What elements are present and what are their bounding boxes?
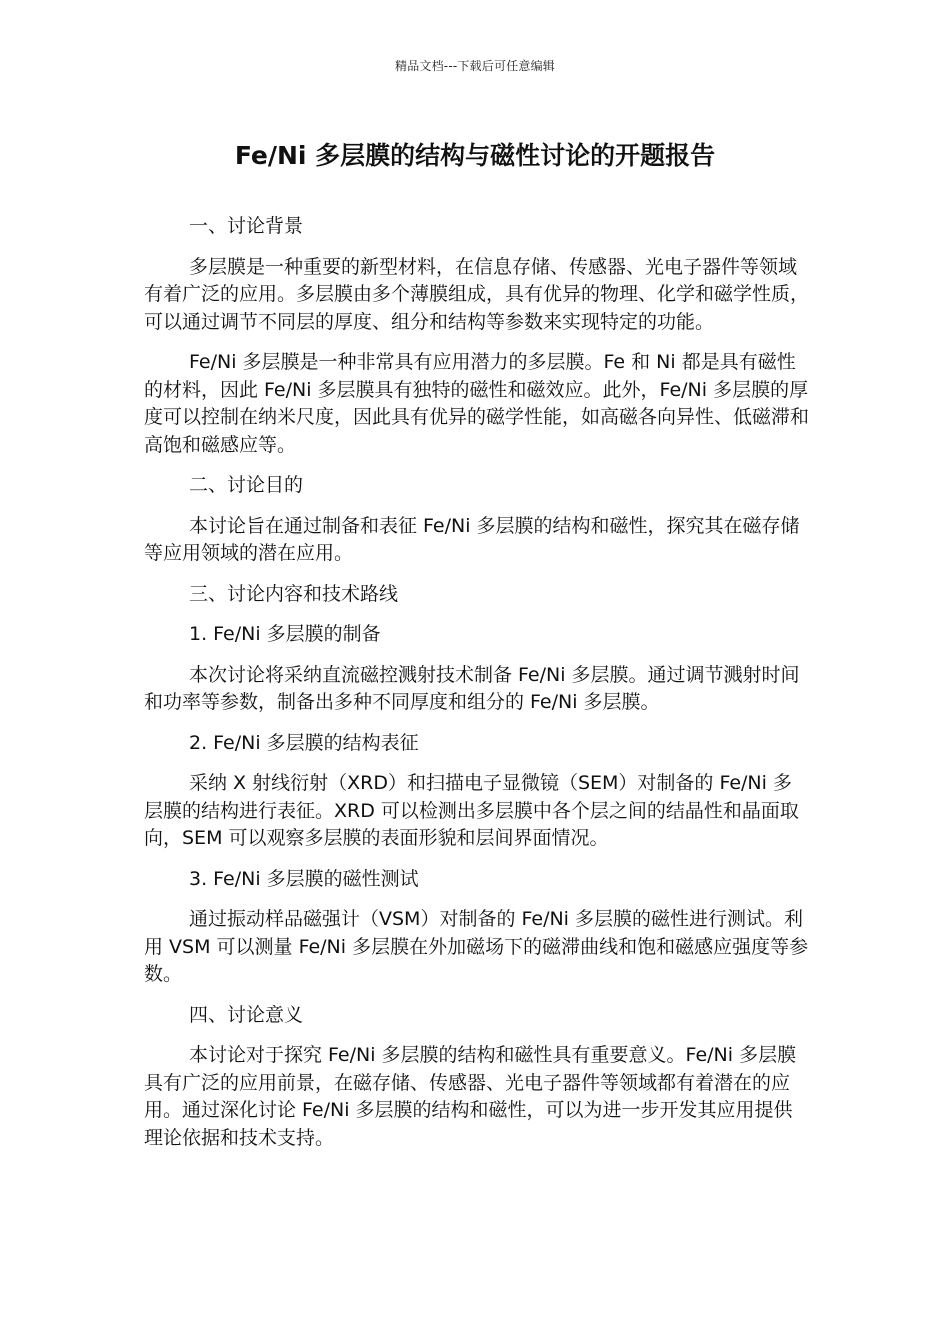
subsection-heading-magnetic-test: 3. Fe/Ni 多层膜的磁性测试 bbox=[189, 867, 419, 890]
paragraph-purpose: 本讨论旨在通过制备和表征 Fe/Ni 多层膜的结构和磁性，探究其在磁存储等应用领域的潜在应用。 bbox=[144, 514, 800, 564]
page-header: 精品文档---下载后可任意编辑 bbox=[395, 59, 555, 73]
paragraph-background-2: Fe/Ni 多层膜是一种非常具有应用潜力的多层膜。Fe 和 Ni 都是具有磁性的材料，因此 Fe/Ni 多层膜具有独特的磁性和磁效应。此外，Fe/Ni 多层膜的厚度可以控制在纳米尺度，因此具有优异的磁学性能，如高磁各向异性、低磁滞和高饱和磁感应等。 bbox=[144, 351, 810, 456]
paragraph-significance: 本讨论对于探究 Fe/Ni 多层膜的结构和磁性具有重要意义。Fe/Ni 多层膜具有广泛的应用前景，在磁存储、传感器、光电子器件等领域都有着潜在的应用。通过深化讨论 Fe/Ni 多层膜的结构和磁性，可以为进一步开发其应用提供理论依据和技术支持。 bbox=[144, 1044, 797, 1149]
paragraph-background-1: 多层膜是一种重要的新型材料，在信息存储、传感器、光电子器件等领域有着广泛的应用。多层膜由多个薄膜组成，具有优异的物理、化学和磁学性质，可以通过调节不同层的厚度、组分和结构等参数来实现特定的功能。 bbox=[144, 255, 810, 333]
paragraph-preparation: 本次讨论将采纳直流磁控溅射技术制备 Fe/Ni 多层膜。通过调节溅射时间和功率等参数，制备出多种不同厚度和组分的 Fe/Ni 多层膜。 bbox=[144, 663, 800, 713]
section-heading-content: 三、讨论内容和技术路线 bbox=[189, 582, 399, 605]
section-heading-purpose: 二、讨论目的 bbox=[189, 474, 304, 496]
subsection-heading-structure: 2. Fe/Ni 多层膜的结构表征 bbox=[189, 731, 419, 754]
section-heading-background: 一、讨论背景 bbox=[189, 215, 304, 237]
subsection-heading-preparation: 1. Fe/Ni 多层膜的制备 bbox=[189, 623, 381, 645]
document-title: Fe/Ni 多层膜的结构与磁性讨论的开题报告 bbox=[234, 141, 716, 170]
section-heading-significance: 四、讨论意义 bbox=[189, 1003, 304, 1026]
paragraph-magnetic-test: 通过振动样品磁强计（VSM）对制备的 Fe/Ni 多层膜的磁性进行测试。利用 VSM 可以测量 Fe/Ni 多层膜在外加磁场下的磁滞曲线和饱和磁感应强度等参数。 bbox=[144, 908, 809, 985]
document-body bbox=[144, 213, 809, 1165]
paragraph-structure: 采纳 X 射线衍射（XRD）和扫描电子显微镜（SEM）对制备的 Fe/Ni 多层膜的结构进行表征。XRD 可以检测出多层膜中各个层之间的结晶性和晶面取向，SEM 可以观察多层膜的表面形貌和层间界面情况。 bbox=[144, 772, 799, 849]
